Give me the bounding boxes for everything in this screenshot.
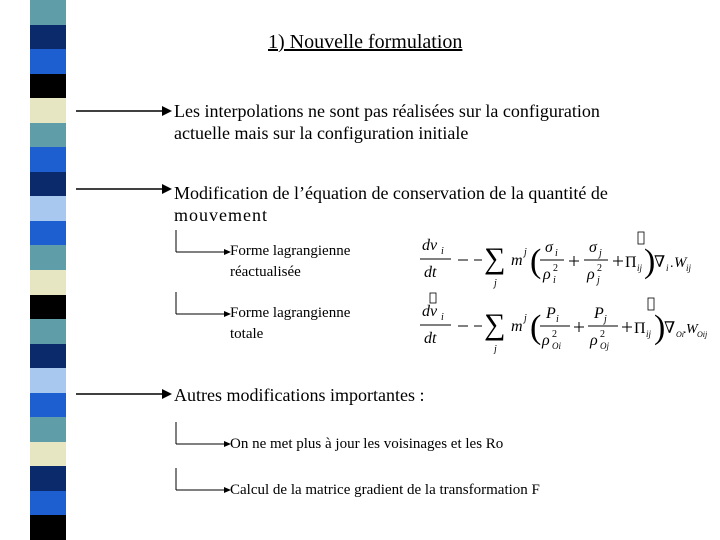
decorative-color-strip [30, 0, 66, 540]
eq-w-sub: ij [686, 263, 692, 273]
eq-sq: 2 [553, 263, 558, 274]
sub-arrow-icon [172, 466, 232, 498]
sub-arrow-icon [172, 420, 232, 452]
paren-left-icon: ( [530, 243, 542, 280]
strip-segment [30, 417, 66, 442]
eq-nabla-sub: Oi [676, 330, 684, 339]
strip-segment [30, 295, 66, 320]
sub-item-line: totale [230, 326, 264, 342]
eq-sub: i [555, 248, 558, 259]
sub-item-line: réactualisée [230, 264, 301, 280]
sub-item-totale [230, 303, 350, 345]
eq-pi-sub: ij [646, 329, 652, 339]
eq-sum-sub: j [494, 278, 497, 289]
eq-p: P [546, 305, 556, 322]
bullet-autres [174, 384, 694, 406]
eq-m: m [511, 318, 523, 335]
eq-w-sub: Oij [697, 330, 708, 339]
strip-segment [30, 442, 66, 467]
eq-rho: ρ [543, 266, 551, 283]
eq-sub: i [441, 246, 444, 257]
bullet-modification [174, 182, 694, 226]
equation-totale [418, 292, 708, 354]
equation-reactualisee [418, 230, 693, 292]
strip-segment [30, 393, 66, 418]
dot-icon: . [670, 256, 674, 271]
eq-lhs-den: dt [424, 264, 437, 281]
sub-item-line: Calcul de la matrice gradient de la transformation F [230, 482, 540, 498]
strip-segment [30, 344, 66, 369]
bullet-arrow-icon [74, 387, 174, 401]
paren-right-icon: ) [644, 243, 656, 280]
nabla-icon: ∇ [654, 254, 666, 271]
eq-rho: ρ [587, 266, 595, 283]
strip-segment [30, 123, 66, 148]
bullet-line: actuelle mais sur la configuration initiale [174, 123, 469, 143]
bullet-line: Modification de l’équation de conservation de la quantité de [174, 183, 608, 203]
eq-w: W [674, 255, 687, 271]
strip-segment [30, 245, 66, 270]
sum-icon: ∑ [484, 308, 506, 341]
eq-sub: j [597, 275, 600, 286]
eq-pi: Π [625, 254, 637, 271]
eq-m: m [511, 252, 523, 269]
eq-sq: 2 [600, 329, 605, 340]
strip-segment [30, 466, 66, 491]
eq-sigma: σ [589, 239, 597, 256]
strip-segment [30, 49, 66, 74]
strip-segment [30, 98, 66, 123]
eq-p: P [594, 305, 604, 322]
eq-m-sup: j [524, 247, 527, 258]
bullet-line: mouvement [174, 205, 268, 225]
eq-lhs-num: dv [422, 303, 438, 320]
eq-lhs-den: dt [424, 330, 437, 347]
strip-segment [30, 147, 66, 172]
bullet-line: Autres modifications importantes : [174, 385, 425, 405]
strip-segment [30, 196, 66, 221]
eq-sum-sub: j [494, 344, 497, 354]
sub-item-line: Forme lagrangienne [230, 243, 351, 259]
eq-m-sup: j [524, 313, 527, 324]
slide-title: 1) Nouvelle formulation [268, 31, 463, 53]
eq-sub: j [599, 248, 602, 259]
strip-segment [30, 270, 66, 295]
sub-arrow-icon [172, 228, 232, 260]
eq-sub: j [604, 314, 607, 325]
eq-pi: Π [634, 320, 646, 337]
eq-rho-sub: Oj [600, 341, 609, 351]
eq-pi-sub: ij [637, 263, 643, 273]
eq-sq: 2 [597, 263, 602, 274]
eq-rho: ρ [590, 332, 598, 349]
bullet-interpolations [174, 100, 694, 144]
eq-sigma: σ [545, 239, 553, 256]
eq-rho: ρ [542, 332, 550, 349]
strip-segment [30, 172, 66, 197]
bullet-line: Les interpolations ne sont pas réalisées sur la configuration [174, 101, 600, 121]
nabla-icon: ∇ [664, 320, 676, 337]
sub-item-line: Forme lagrangienne [230, 305, 351, 321]
eq-sub: i [441, 312, 444, 323]
eq-w: W [686, 322, 698, 337]
sub-item-reactualisee [230, 241, 350, 283]
strip-segment [30, 0, 66, 25]
paren-right-icon: ) [654, 309, 666, 346]
bullet-arrow-icon [74, 104, 174, 118]
strip-segment [30, 74, 66, 99]
eq-sub: i [556, 314, 559, 325]
dot-icon: . [683, 322, 687, 337]
sub-item-line: On ne met plus à jour les voisinages et les Ro [230, 436, 504, 452]
eq-sq: 2 [552, 329, 557, 340]
bullet-arrow-icon [74, 182, 174, 196]
sub-item-voisinages [230, 434, 503, 455]
eq-sub: i [553, 275, 556, 286]
strip-segment [30, 221, 66, 246]
eq-lhs-num: dv [422, 237, 438, 254]
strip-segment [30, 491, 66, 516]
eq-sub: i [666, 263, 669, 273]
strip-segment [30, 515, 66, 540]
sub-arrow-icon [172, 290, 232, 322]
paren-left-icon: ( [530, 309, 542, 346]
sum-icon: ∑ [484, 242, 506, 275]
eq-rho-sub: Oi [552, 341, 561, 351]
strip-segment [30, 319, 66, 344]
placeholder-box-icon [430, 293, 436, 303]
sub-item-gradient [230, 480, 540, 501]
strip-segment [30, 25, 66, 50]
strip-segment [30, 368, 66, 393]
